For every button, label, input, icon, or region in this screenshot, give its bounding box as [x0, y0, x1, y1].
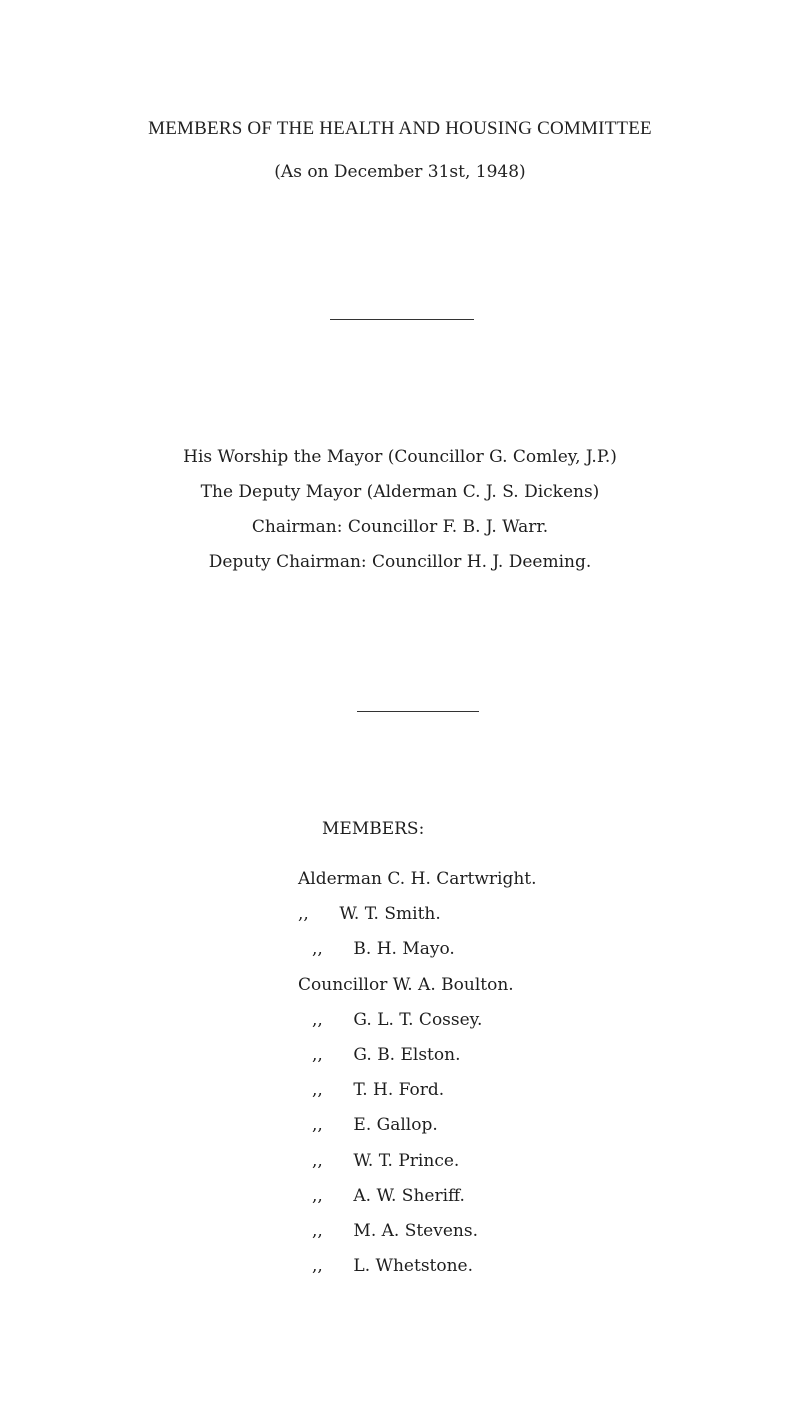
ditto-mark: ,, [312, 939, 323, 960]
member-row [298, 1108, 537, 1143]
member-name: G. B. Elston. [353, 1044, 461, 1065]
page-subtitle: (As on December 31st, 1948) [274, 162, 526, 182]
member-row [298, 1003, 537, 1038]
officers-list [0, 440, 800, 580]
ditto-mark: ,, [312, 1044, 323, 1065]
member-row [298, 1038, 537, 1073]
member-row [298, 862, 537, 897]
member-row [298, 1073, 537, 1108]
ditto-mark: ,, [298, 904, 309, 925]
divider-rule [357, 711, 479, 712]
ditto-mark: ,, [312, 1220, 323, 1241]
member-name: C. H. Cartwright. [387, 869, 537, 889]
ditto-mark: ,, [312, 1185, 323, 1206]
member-row [298, 1144, 537, 1179]
officer-chairman: Chairman: Councillor F. B. J. Warr. [251, 517, 549, 537]
member-rank: Alderman [298, 869, 382, 889]
members-list [298, 862, 537, 1284]
member-row [298, 1179, 537, 1214]
member-row [298, 897, 537, 932]
member-name: M. A. Stevens. [353, 1220, 478, 1241]
member-name: B. H. Mayo. [353, 939, 455, 960]
ditto-mark: ,, [312, 1080, 323, 1101]
page-title: MEMBERS OF THE HEALTH AND HOUSING COMMITTEE [148, 118, 652, 139]
member-row [298, 932, 537, 967]
ditto-mark: ,, [312, 1009, 323, 1030]
member-name: L. Whetstone. [353, 1256, 474, 1277]
ditto-mark: ,, [312, 1115, 323, 1136]
member-row [298, 1249, 537, 1284]
member-name: W. T. Smith. [339, 904, 441, 925]
ditto-mark: ,, [312, 1150, 323, 1171]
officer-deputy-chairman: Deputy Chairman: Councillor H. J. Deeming. [208, 552, 592, 572]
officer-deputy-mayor: The Deputy Mayor (Alderman C. J. S. Dickens) [200, 482, 600, 502]
member-row [298, 968, 537, 1003]
officer-mayor: His Worship the Mayor (Councillor G. Comley, J.P.) [183, 447, 617, 467]
member-name: W. A. Boulton. [392, 974, 514, 995]
members-heading: MEMBERS: [322, 819, 425, 839]
member-name: T. H. Ford. [353, 1080, 445, 1101]
member-name: W. T. Prince. [353, 1150, 460, 1171]
member-name: E. Gallop. [353, 1115, 438, 1136]
member-name: G. L. T. Cossey. [353, 1009, 483, 1030]
member-row [298, 1214, 537, 1249]
member-name: A. W. Sheriff. [353, 1185, 465, 1206]
divider-rule [330, 319, 474, 320]
member-rank: Councillor [298, 974, 388, 995]
ditto-mark: ,, [312, 1256, 323, 1277]
